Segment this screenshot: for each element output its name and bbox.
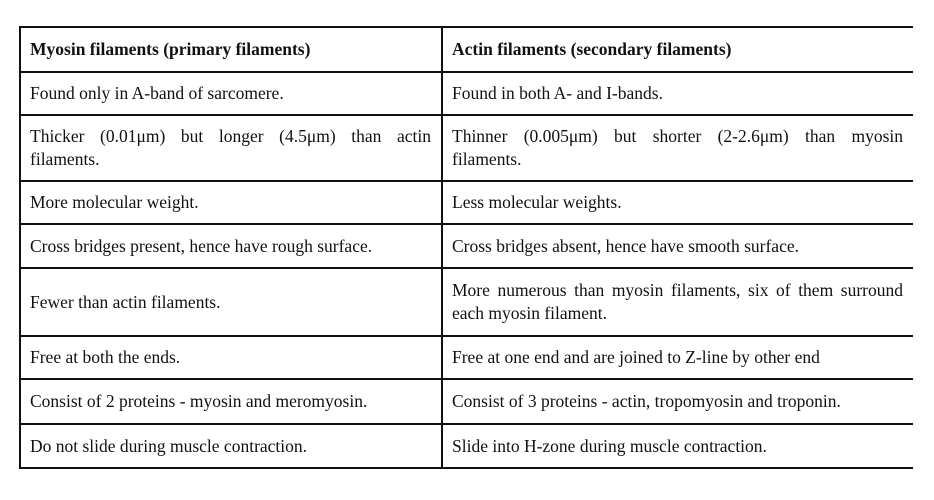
myosin-actin-comparison-table xyxy=(19,26,913,469)
actin-cell: Found in both A- and I-bands. xyxy=(442,72,913,115)
actin-cell: Cross bridges absent, hence have smooth surface. xyxy=(442,224,913,268)
myosin-cell: Free at both the ends. xyxy=(20,336,442,379)
comparison-table-container xyxy=(19,26,912,469)
myosin-cell: Do not slide during muscle contraction. xyxy=(20,424,442,468)
table-row xyxy=(20,72,913,115)
actin-cell: More numerous than myosin filaments, six of them surround each myosin filament. xyxy=(442,268,913,336)
table-row xyxy=(20,268,913,336)
myosin-cell: More molecular weight. xyxy=(20,181,442,224)
myosin-cell: Consist of 2 proteins - myosin and meromyosin. xyxy=(20,379,442,424)
table-row xyxy=(20,336,913,379)
myosin-cell: Cross bridges present, hence have rough surface. xyxy=(20,224,442,268)
actin-cell: Free at one end and are joined to Z-line by other end xyxy=(442,336,913,379)
header-myosin: Myosin filaments (primary filaments) xyxy=(20,27,442,72)
header-actin: Actin filaments (secondary filaments) xyxy=(442,27,913,72)
table-row xyxy=(20,115,913,181)
myosin-cell: Found only in A-band of sarcomere. xyxy=(20,72,442,115)
table-header-row xyxy=(20,27,913,72)
table-row xyxy=(20,224,913,268)
actin-cell: Thinner (0.005μm) but shorter (2-2.6μm) than myosin filaments. xyxy=(442,115,913,181)
table-row xyxy=(20,424,913,468)
actin-cell: Slide into H-zone during muscle contraction. xyxy=(442,424,913,468)
myosin-cell: Fewer than actin filaments. xyxy=(20,268,442,336)
actin-cell: Consist of 3 proteins - actin, tropomyosin and troponin. xyxy=(442,379,913,424)
myosin-cell: Thicker (0.01μm) but longer (4.5μm) than actin filaments. xyxy=(20,115,442,181)
table-row xyxy=(20,181,913,224)
actin-cell: Less molecular weights. xyxy=(442,181,913,224)
table-row xyxy=(20,379,913,424)
